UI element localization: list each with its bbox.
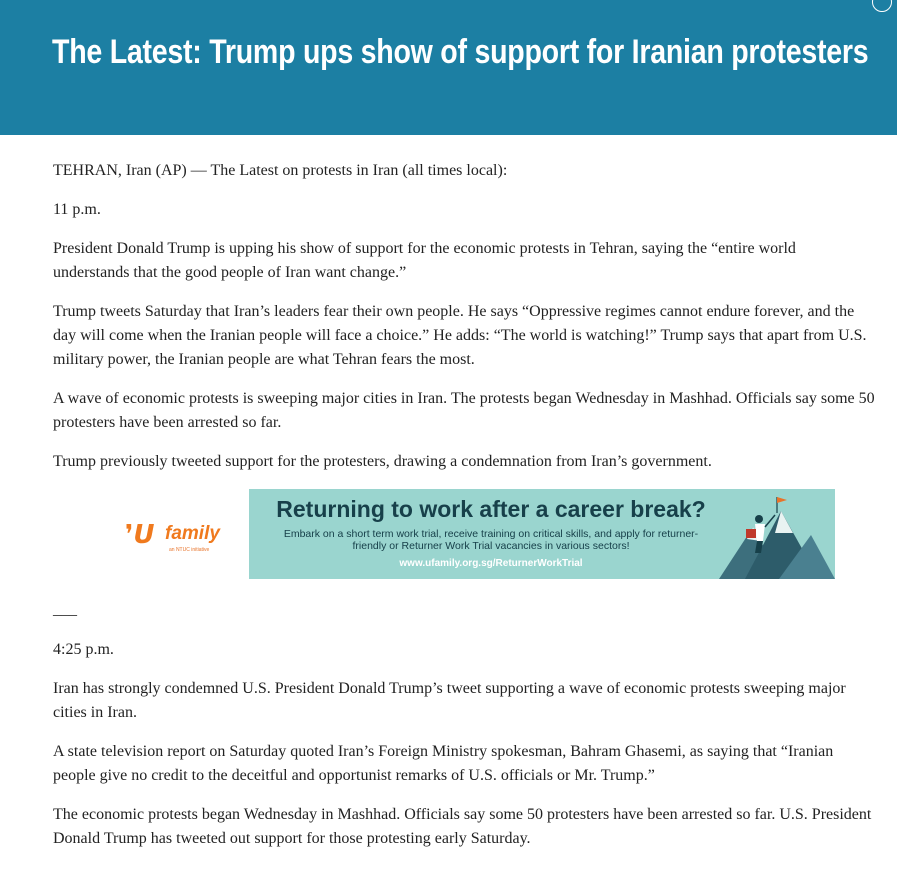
- article-body: [53, 159, 875, 866]
- article-paragraph: A state television report on Saturday quoted Iran’s Foreign Ministry spokesman, Bahram Ghasemi, as saying that “Iranian people give no credit to the deceitful and opportunist remarks of U.S. officials or Mr. Trump.”: [53, 743, 834, 784]
- timestamp: 11 p.m.: [53, 201, 101, 218]
- article-paragraph: Iran has strongly condemned U.S. President Donald Trump’s tweet supporting a wave of economic protests sweeping major cities in Iran.: [53, 680, 846, 721]
- ad-logo-text: family: [165, 523, 220, 544]
- ad-description: Embark on a short term work trial, receive training on critical skills, and apply for returner-friendly or Returner Work Trial vacancies in various sectors!: [283, 528, 699, 552]
- ufamily-mark-icon: ❜U: [125, 520, 155, 550]
- article-paragraph: Trump previously tweeted support for the protesters, drawing a condemnation from Iran’s government.: [53, 453, 712, 470]
- article-header: [0, 0, 897, 135]
- advertisement-banner[interactable]: [53, 489, 875, 581]
- ufamily-logo: [125, 521, 235, 561]
- page-title: The Latest: Trump ups show of support for Iranian protesters: [52, 33, 869, 71]
- mountain-climber-illustration: [719, 489, 835, 579]
- article-paragraph: Trump tweets Saturday that Iran’s leaders fear their own people. He says “Oppressive regimes cannot endure forever, and the day will come when the Iranian people will face a choice.” He adds: “The world is watching!” Trump says that apart from U.S. military power, the Iranian people are what Tehran fears the most.: [53, 303, 867, 368]
- ad-url[interactable]: www.ufamily.org.sg/ReturnerWorkTrial: [399, 558, 583, 569]
- section-divider: ___: [53, 601, 77, 618]
- ad-title: Returning to work after a career break?: [276, 496, 706, 522]
- ad-panel[interactable]: [249, 489, 835, 579]
- timestamp: 4:25 p.m.: [53, 641, 114, 658]
- ad-logo-subtext: an NTUC initiative: [169, 547, 210, 553]
- article-paragraph: President Donald Trump is upping his show of support for the economic protests in Tehran, saying the “entire world understands that the good people of Iran want change.”: [53, 240, 796, 281]
- article-paragraph: TEHRAN, Iran (AP) — The Latest on protests in Iran (all times local):: [53, 162, 508, 179]
- article-paragraph: The economic protests began Wednesday in Mashhad. Officials say some 50 protesters have been arrested so far. U.S. President Donald Trump has tweeted out support for those protesting early Saturday.: [53, 806, 872, 847]
- article-paragraph: A wave of economic protests is sweeping major cities in Iran. The protests began Wednesday in Mashhad. Officials say some 50 protesters have been arrested so far.: [53, 390, 875, 431]
- close-icon[interactable]: [872, 0, 892, 12]
